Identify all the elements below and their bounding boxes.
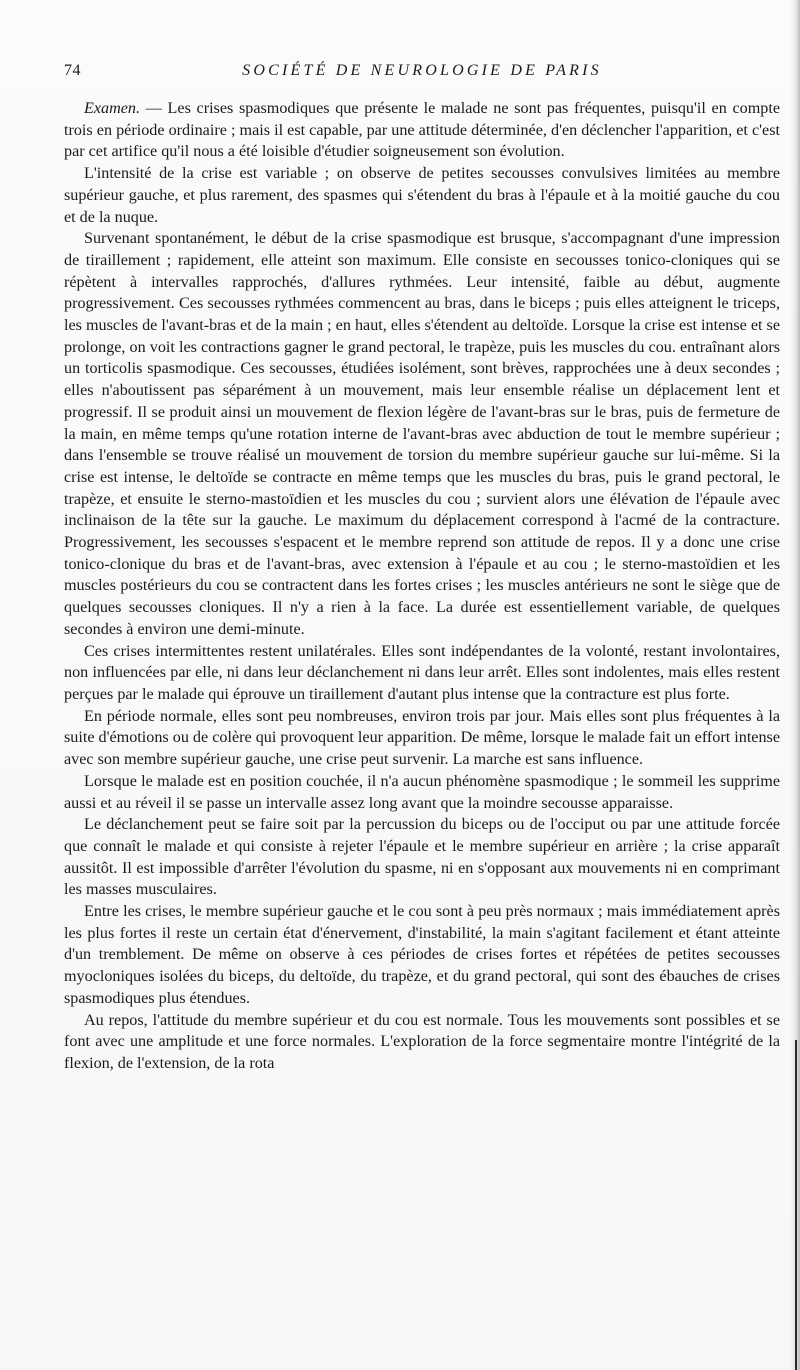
- paragraph-examen: [64, 98, 780, 163]
- page-number: 74: [64, 62, 81, 79]
- paragraph: Survenant spontanément, le début de la crise spasmodique est brusque, s'accompagnant d'une impression de tiraillement ; rapidement, elle atteint son maximum. Elle consiste en secousses tonico-cloniques qui se répètent à intervalles rapprochés, d'allures rythmées. Leur intensité, faible au début, augmente progressivement. Ces secousses rythmées commencent au bras, dans le biceps ; puis elles atteignent le triceps, les muscles de l'avant-bras et de la main ; en haut, elles s'étendent au deltoïde. Lorsque la crise est intense et se prolonge, on voit les contractions gagner le grand pectoral, le trapèze, puis les muscles du cou. entraînant alors un torticolis spasmodique. Ces secousses, étudiées isolément, sont brèves, rapprochées une à deux secondes ; elles n'aboutissent pas séparément à un mouvement, mais leur ensemble réalise un déplacement lent et progressif. Il se produit ainsi un mouvement de flexion légère de l'avant-bras sur le bras, puis de fermeture de la main, en même temps qu'une rotation interne de l'avant-bras avec abduction de tout le membre supérieur ; dans l'ensemble se trouve réalisé un mouvement de torsion du membre supérieur gauche sur lui-même. Si la crise est intense, le deltoïde se contracte en même temps que les muscles du bras, puis le grand pectoral, le trapèze, et ensuite le sterno-mastoïdien et les muscles du cou ; survient alors une élévation de l'épaule avec inclinaison de la tête sur la gauche. Le maximum du déplacement correspond à l'acmé de la contracture. Progressivement, les secousses s'espacent et le membre reprend son attitude de repos. Il y a donc une crise tonico-clonique du bras et de l'avant-bras, avec extension à l'épaule et au cou ; le sterno-mastoïdien et les muscles postérieurs du cou se contractent dans les fortes crises ; les muscles antérieurs ne sont le siège que de quelques secousses cloniques. Il n'y a rien à la face. La durée est essentiellement variable, de quelques secondes à environ une demi-minute.: [64, 230, 780, 638]
- paragraph: En période normale, elles sont peu nombreuses, environ trois par jour. Mais elles sont plus fréquentes à la suite d'émotions ou de colère qui provoquent leur apparition. De même, lorsque le malade fait un effort intense avec son membre supérieur gauche, une crise peut survenir. La marche est sans influence.: [64, 707, 780, 769]
- section-lead: Examen.: [84, 100, 141, 117]
- paragraph: L'intensité de la crise est variable ; on observe de petites secousses convulsives limitées au membre supérieur gauche, et plus rarement, des spasmes qui s'étendent du bras à l'épaule et à la moitié gauche du cou et de la nuque.: [64, 165, 780, 226]
- paragraph: Ces crises intermittentes restent unilatérales. Elles sont indépendantes de la volonté, restant involontaires, non influencées par elle, ni dans leur déclanchement ni dans leur arrêt. Elles sont indolentes, mais elles restent perçues par le malade qui éprouve un tiraillement d'autant plus intense que la contracture est plus forte.: [64, 642, 780, 703]
- running-title: SOCIÉTÉ DE NEUROLOGIE DE PARIS: [242, 62, 602, 79]
- page-header: [64, 62, 780, 86]
- article-body: [64, 98, 780, 1075]
- paragraph-text: — Les crises spasmodiques que présente le malade ne sont pas fréquentes, puisqu'il en compte trois en période ordinaire ; mais il est capable, par une attitude déterminée, d'en déclencher l'apparition, et c'est par cet artifice qu'il nous a été loisible d'étudier soigneusement son évolution.: [64, 100, 780, 161]
- paragraph: Au repos, l'attitude du membre supérieur et du cou est normale. Tous les mouvements sont possibles et se font avec une amplitude et une force normales. L'exploration de la force segmentaire montre l'intégrité de la flexion, de l'extension, de la rota: [64, 1011, 780, 1072]
- page-edge-line: [795, 1040, 797, 1370]
- paragraph: Le déclanchement peut se faire soit par la percussion du biceps ou de l'occiput ou par une attitude forcée que connaît le malade et qui consiste à rejeter l'épaule et le membre supérieur en arrière ; la crise apparaît aussitôt. Il est impossible d'arrêter l'évolution du spasme, ni en s'opposant aux mouvements ni en comprimant les masses musculaires.: [64, 816, 780, 899]
- paragraph: Entre les crises, le membre supérieur gauche et le cou sont à peu près normaux ; mais immédiatement après les plus fortes il reste un certain état d'énervement, d'instabilité, la main s'agitant facilement et étant atteinte d'un tremblement. De même on observe à ces périodes de crises fortes et répétées de petites secousses myocloniques isolées du biceps, du deltoïde, du trapèze, et du grand pectoral, qui sont des ébauches de crises spasmodiques plus étendues.: [64, 903, 780, 1007]
- paragraph: Lorsque le malade est en position couchée, il n'a aucun phénomène spasmodique ; le sommeil les supprime aussi et au réveil il se passe un intervalle assez long avant que la moindre secousse apparaisse.: [64, 772, 780, 812]
